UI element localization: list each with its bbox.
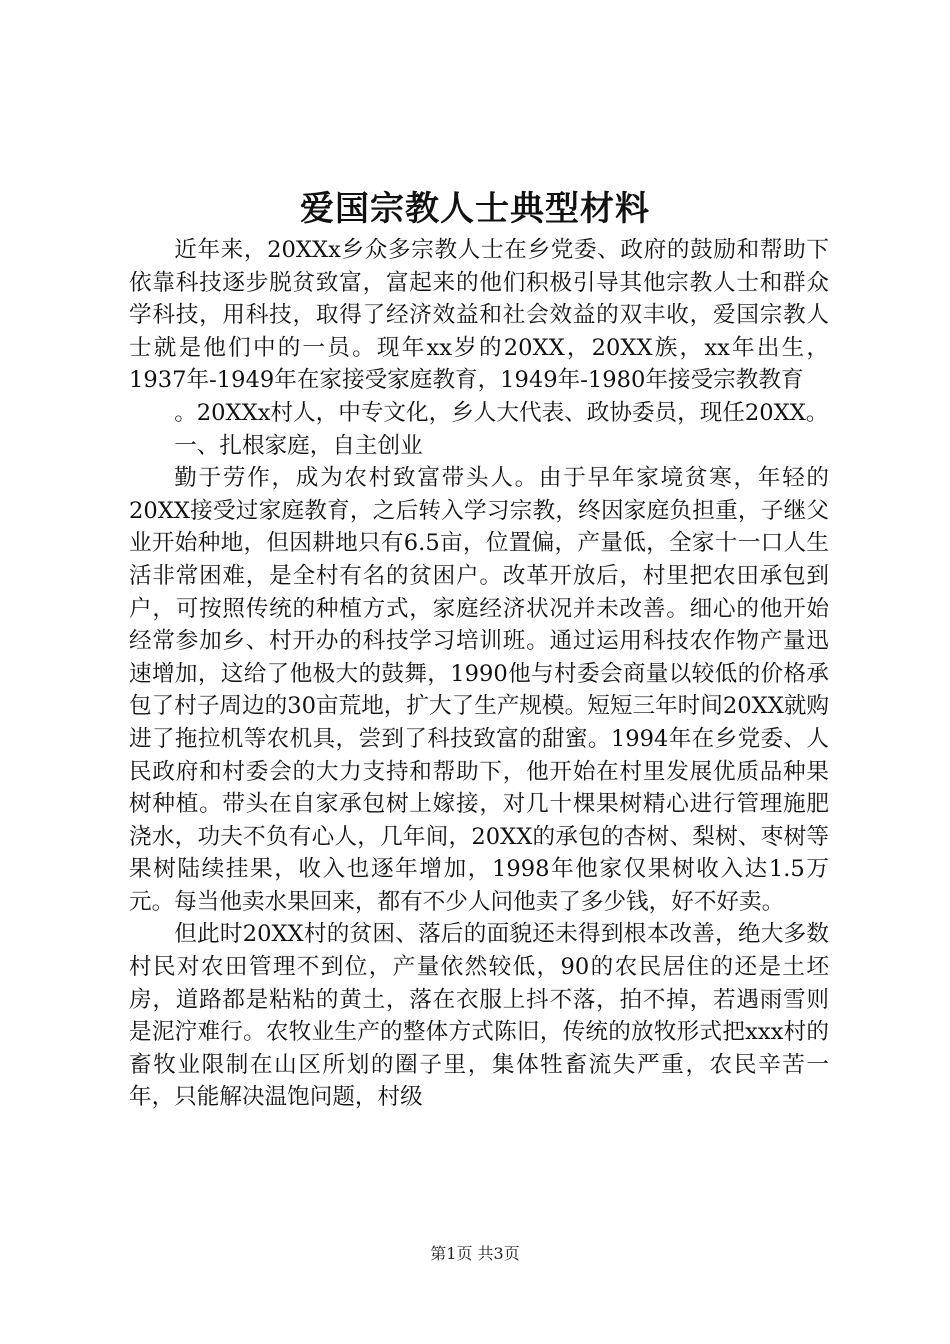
page-number-footer: 第1页 共3页 (430, 1244, 520, 1263)
document-title: 爱国宗教人士典型材料 (300, 189, 650, 229)
paragraph-intro: 近年来，20XXx乡众多宗教人士在乡党委、政府的鼓励和帮助下依靠科技逐步脱贫致富，富起来的他们积极引导其他宗教人士和群众学科技，用科技，取得了经济效益和社会效益的双丰收，爱国宗教人士就是他们中的一员。现年xx岁的20XX，20XX族，xx年出生，1937年-1949年在家接受家庭教育，1949年-1980年接受宗教教育 (129, 237, 829, 394)
section-heading-1: 一、扎根家庭，自主创业 (174, 432, 423, 459)
paragraph-village-situation: 但此时20XX村的贫困、落后的面貌还未得到根本改善，绝大多数村民对农田管理不到位，产量依然较低，90的农民居住的还是土坯房，道路都是粘粘的黄土，落在衣服上抖不落，拍不掉，若遇雨雪则是泥泞难行。农牧业生产的整体方式陈旧，传统的放牧形式把xxx村的畜牧业限制在山区所划的圈子里，集体牲畜流失严重，农民辛苦一年，只能解决温饱问题，村级 (129, 921, 829, 1111)
document-body (129, 234, 829, 1114)
paragraph-section-1: 勤于劳作，成为农村致富带头人。由于早年家境贫寒，年轻的20XX接受过家庭教育，之后转入学习宗教，终因家庭负担重，子继父业开始种地，但因耕地只有6.5亩，位置偏，产量低，全家十一口人生活非常困难，是全村有名的贫困户。改革开放后，村里把农田承包到户，可按照传统的种植方式，家庭经济状况并未改善。细心的他开始经常参加乡、村开办的科技学习培训班。通过运用科技农作物产量迅速增加，这给了他极大的鼓舞，1990他与村委会商量以较低的价格承包了村子周边的30亩荒地，扩大了生产规模。短短三年时间20XX就购进了拖拉机等农机具，尝到了科技致富的甜蜜。1994年在乡党委、人民政府和村委会的大力支持和帮助下，他开始在村里发展优质品种果树种植。带头在自家承包树上嫁接，对几十棵果树精心进行管理施肥浇水，功夫不负有心人，几年间，20XX的承包的杏树、梨树、枣树等果树陆续挂果，收入也逐年增加，1998年他家仅果树收入达1.5万元。每当他卖水果回来，都有不少人问他卖了多少钱，好不好卖。 (129, 465, 829, 915)
paragraph-background: 。20XXx村人，中专文化，乡人大代表、政协委员，现任20XX。 (174, 399, 829, 426)
